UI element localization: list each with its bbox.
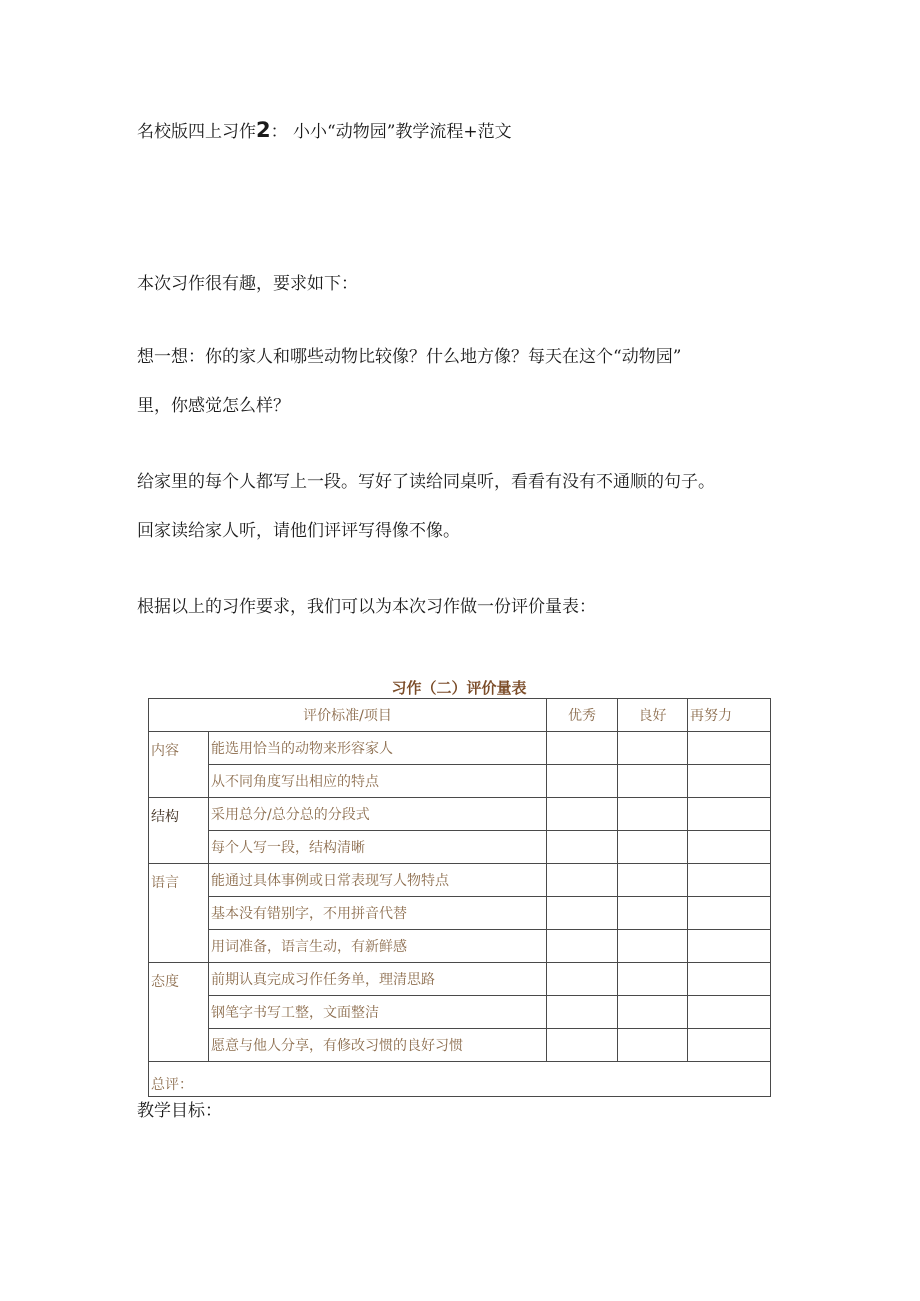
criterion-item: 从不同角度写出相应的特点: [209, 765, 547, 798]
criterion-item: 基本没有错别字，不用拼音代替: [209, 897, 547, 930]
category-content: 内容: [149, 732, 209, 798]
summary-row: [149, 1062, 771, 1097]
rating-cell: [688, 732, 771, 765]
rubric-title: 习作（二）评价量表: [391, 679, 527, 697]
table-header-row: [149, 699, 771, 732]
paragraph-2-line-1: 给家里的每个人都写上一段。写好了读给同桌听，看看有没有不通顺的句子。: [137, 472, 715, 492]
table-row: [149, 765, 771, 798]
document-title: [137, 120, 512, 142]
category-attitude: 态度: [149, 963, 209, 1062]
rating-cell: [547, 1029, 618, 1062]
header-effort: 再努力: [688, 699, 771, 732]
rating-cell: [618, 963, 688, 996]
title-prefix: 名校版四上习作: [137, 122, 256, 142]
rating-cell: [547, 930, 618, 963]
rating-cell: [547, 831, 618, 864]
rating-cell: [688, 996, 771, 1029]
rating-cell: [618, 765, 688, 798]
summary-label: 总评：: [149, 1062, 771, 1097]
rating-cell: [688, 765, 771, 798]
rating-cell: [688, 897, 771, 930]
rating-cell: [618, 864, 688, 897]
rating-cell: [547, 765, 618, 798]
intro-paragraph: 本次习作很有趣，要求如下：: [137, 274, 358, 294]
rating-cell: [547, 963, 618, 996]
table-row: [149, 897, 771, 930]
rating-cell: [688, 831, 771, 864]
rating-cell: [547, 996, 618, 1029]
rating-cell: [618, 831, 688, 864]
rating-cell: [547, 897, 618, 930]
table-row: [149, 732, 771, 765]
paragraph-1-line-2: 里，你感觉怎么样？: [137, 396, 290, 416]
paragraph-3: 根据以上的习作要求，我们可以为本次习作做一份评价量表：: [137, 597, 596, 617]
header-good: 良好: [618, 699, 688, 732]
category-language: 语言: [149, 864, 209, 963]
table-row: [149, 963, 771, 996]
rating-cell: [688, 864, 771, 897]
rating-cell: [618, 930, 688, 963]
evaluation-rubric-table: [148, 698, 771, 1097]
rating-cell: [547, 864, 618, 897]
table-row: [149, 1029, 771, 1062]
rating-cell: [618, 996, 688, 1029]
rating-cell: [688, 963, 771, 996]
objectives-heading: 教学目标：: [137, 1101, 222, 1121]
rating-cell: [688, 930, 771, 963]
rating-cell: [618, 897, 688, 930]
rating-cell: [618, 798, 688, 831]
rating-cell: [618, 1029, 688, 1062]
criterion-item: 每个人写一段，结构清晰: [209, 831, 547, 864]
title-number: 2: [256, 118, 271, 142]
table-row: [149, 996, 771, 1029]
criterion-item: 前期认真完成习作任务单，理清思路: [209, 963, 547, 996]
criterion-item: 用词准备，语言生动，有新鲜感: [209, 930, 547, 963]
criterion-item: 愿意与他人分享，有修改习惯的良好习惯: [209, 1029, 547, 1062]
rating-cell: [618, 732, 688, 765]
table-row: [149, 930, 771, 963]
criterion-item: 能选用恰当的动物来形容家人: [209, 732, 547, 765]
criterion-item: 钢笔字书写工整，文面整洁: [209, 996, 547, 1029]
criterion-item: 能通过具体事例或日常表现写人物特点: [209, 864, 547, 897]
paragraph-2-line-2: 回家读给家人听，请他们评评写得像不像。: [137, 521, 460, 541]
table-row: [149, 864, 771, 897]
rating-cell: [688, 798, 771, 831]
paragraph-1-line-1: 想一想：你的家人和哪些动物比较像？什么地方像？每天在这个“动物园”: [137, 347, 682, 367]
criterion-item: 采用总分/总分总的分段式: [209, 798, 547, 831]
title-suffix: ： 小小“动物园”教学流程+范文: [270, 122, 512, 142]
rating-cell: [547, 732, 618, 765]
header-excellent: 优秀: [547, 699, 618, 732]
category-structure: 结构: [149, 798, 209, 864]
header-criteria: 评价标准/项目: [149, 699, 547, 732]
rating-cell: [688, 1029, 771, 1062]
rating-cell: [547, 798, 618, 831]
table-row: [149, 798, 771, 831]
table-row: [149, 831, 771, 864]
